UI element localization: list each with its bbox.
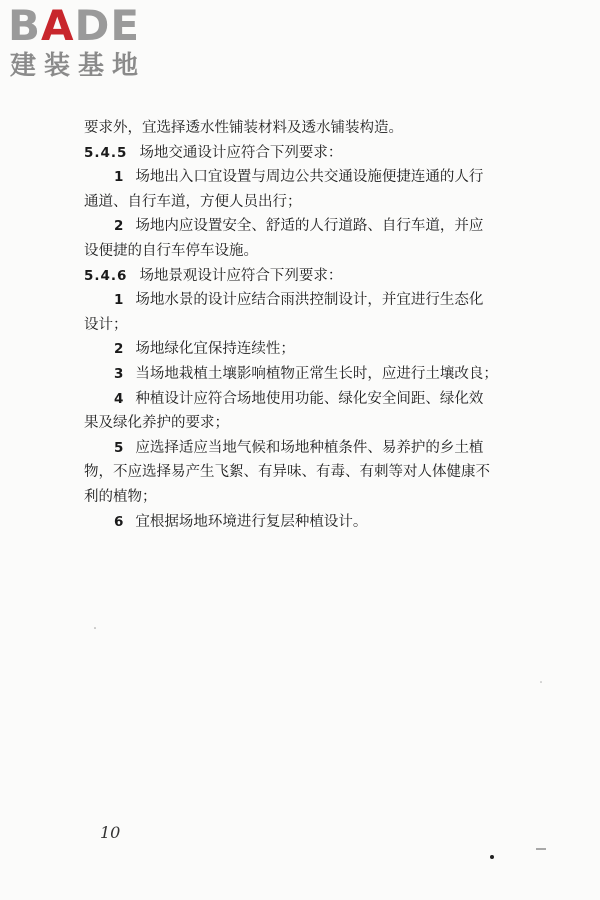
item-text-continued: 设便捷的自行车停车设施。 xyxy=(84,242,258,259)
text-line xyxy=(84,239,558,264)
scan-speck xyxy=(540,681,542,683)
item-text-continued: 果及绿化养护的要求； xyxy=(84,415,229,432)
logo-letter: B xyxy=(8,1,42,50)
section-heading-5-4-6 xyxy=(84,264,558,289)
logo-letter: D xyxy=(74,1,111,50)
item-number: 2 xyxy=(114,218,124,235)
item-text-continued: 利的植物； xyxy=(84,488,157,505)
text-line xyxy=(84,485,558,510)
item-number: 4 xyxy=(114,390,124,407)
item-text: 当场地栽植土壤影响植物正常生长时，应进行土壤改良； xyxy=(135,365,498,382)
text-line xyxy=(84,116,558,141)
item-text: 应选择适应当地气候和场地种植条件、易养护的乡土植 xyxy=(135,439,484,456)
item-number: 2 xyxy=(114,341,124,358)
logo-subtitle: 建装基地 xyxy=(10,51,147,81)
scan-speck xyxy=(94,627,96,629)
item-text-continued: 设计； xyxy=(84,316,128,333)
text-line xyxy=(84,313,558,338)
logo-letter: A xyxy=(41,1,75,50)
item-text-continued: 通道、自行车道，方便人员出行； xyxy=(84,193,302,210)
item-number: 1 xyxy=(114,169,124,186)
paragraph-continuation: 要求外，宜选择透水性铺装材料及透水铺装构造。 xyxy=(84,120,403,136)
page-number: 10 xyxy=(100,823,121,842)
logo-brand-text xyxy=(8,1,141,50)
item-text-continued: 物，不应选择易产生飞絮、有异味、有毒、有刺等对人体健康不 xyxy=(84,464,490,481)
list-item xyxy=(84,436,558,461)
item-text: 场地绿化宜保持连续性； xyxy=(135,341,295,358)
list-item xyxy=(84,214,558,239)
list-item xyxy=(84,337,558,362)
scan-speck xyxy=(490,855,494,859)
item-number: 1 xyxy=(114,292,124,309)
document-body xyxy=(84,116,558,534)
logo-letter: E xyxy=(110,1,141,50)
section-title: 场地景观设计应符合下列要求： xyxy=(139,267,343,284)
list-item xyxy=(84,362,558,387)
item-text: 场地内应设置安全、舒适的人行道路、自行车道，并应 xyxy=(135,218,484,235)
section-heading-5-4-5 xyxy=(84,141,558,166)
list-item xyxy=(84,288,558,313)
logo-brand-main xyxy=(8,1,140,50)
publisher-logo xyxy=(8,1,178,86)
text-line xyxy=(84,411,558,436)
item-text: 宜根据场地环境进行复层种植设计。 xyxy=(135,513,368,530)
text-line xyxy=(84,190,558,215)
list-item xyxy=(84,510,558,535)
item-text: 场地水景的设计应结合雨洪控制设计，并宜进行生态化 xyxy=(135,292,484,309)
list-item xyxy=(84,387,558,412)
text-line xyxy=(84,460,558,485)
section-number: 5.4.5 xyxy=(84,144,128,161)
item-number: 5 xyxy=(114,439,124,456)
item-text: 种植设计应符合场地使用功能、绿化安全间距、绿化效 xyxy=(135,390,484,407)
item-text: 场地出入口宜设置与周边公共交通设施便捷连通的人行 xyxy=(135,169,484,186)
item-number: 3 xyxy=(114,365,124,382)
list-item xyxy=(84,165,558,190)
section-number: 5.4.6 xyxy=(84,267,128,284)
item-number: 6 xyxy=(114,513,124,530)
section-title: 场地交通设计应符合下列要求： xyxy=(139,144,343,161)
